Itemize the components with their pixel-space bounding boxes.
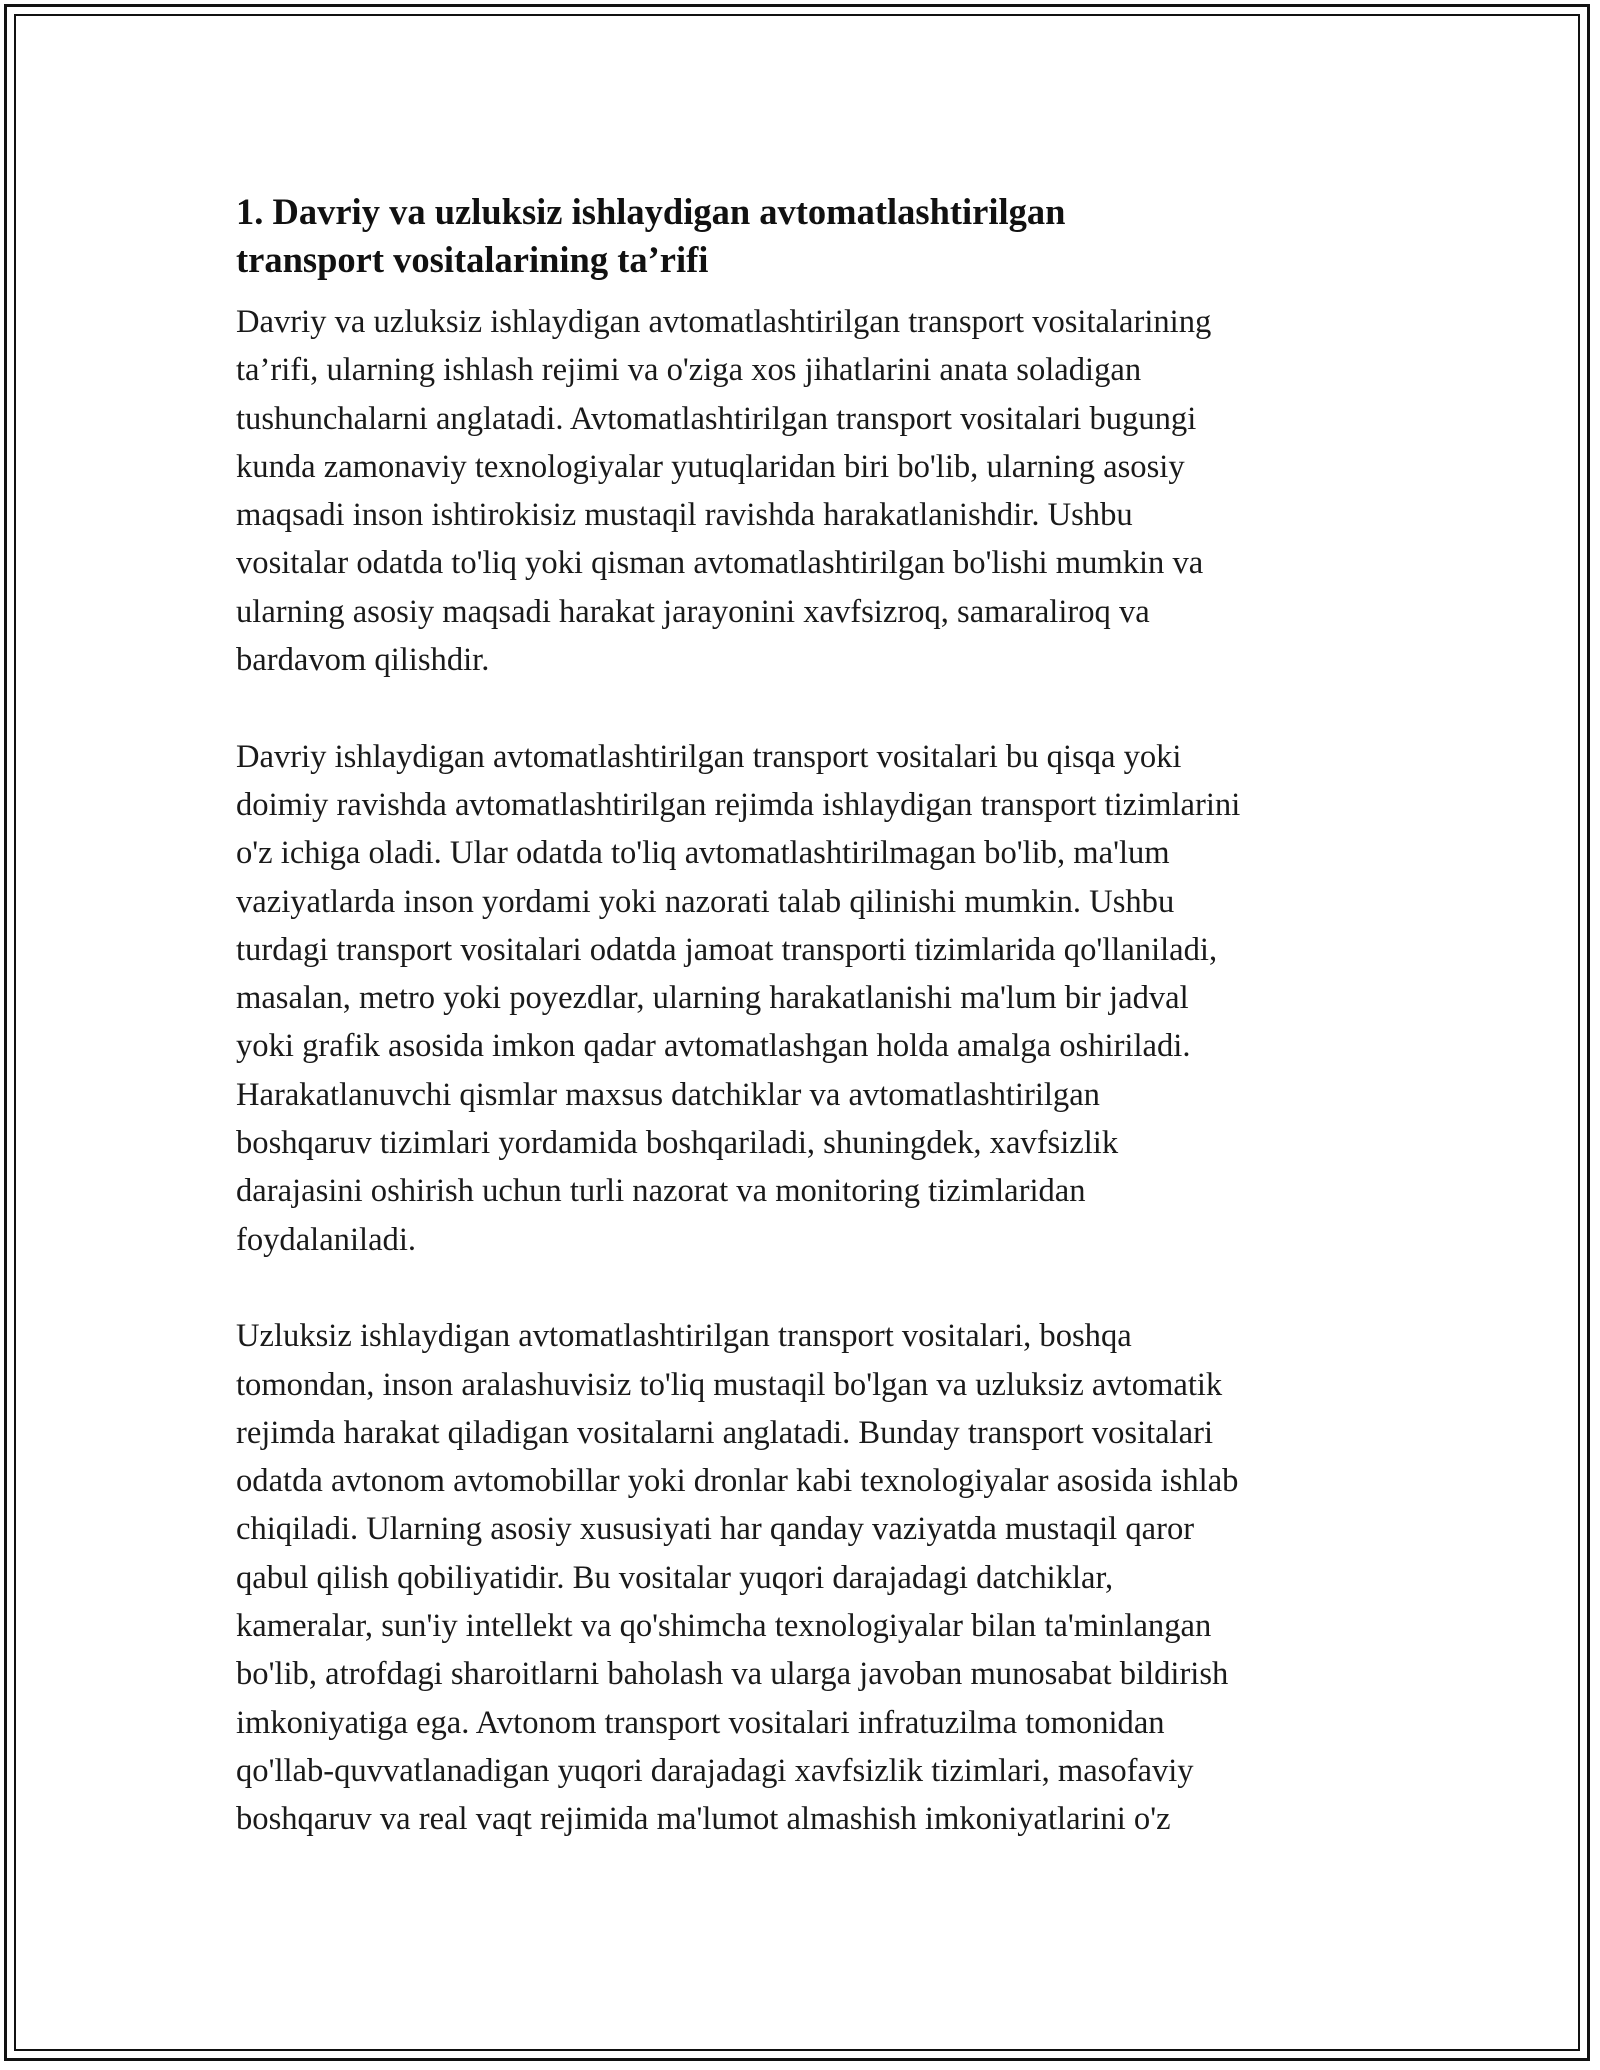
section-heading: 1. Davriy va uzluksiz ishlaydigan avtomatlashtirilgan transport vositalarining ta’rifi: [236, 191, 1066, 280]
paragraph-3: Uzluksiz ishlaydigan avtomatlashtirilgan transport vositalari, boshqa tomondan, inson aralashuvisiz to'liq mustaqil bo'lgan va uzluksiz avtomatik rejimda harakat qiladigan vositalarni anglatadi. Bunday transport vositalari odatda avtonom avtomobillar yoki dronlar kabi texnologiyalar asosida ishlab chiqiladi. Ularning asosiy xususiyati har qanday vaziyatda mustaqil qaror qabul qilish qobiliyatidir. Bu vositalar yuqori darajadagi datchiklar, kameralar, sun'iy intellekt va qo'shimcha texnologiyalar bilan ta'minlangan bo'lib, atrofdagi sharoitlarni baholash va ularga javoban munosabat bildirish imkoniyatiga ega. Avtonom transport vositalari infratuzilma tomonidan qo'llab-quvvatlanadigan yuqori darajadagi xavfsizlik tizimlari, masofaviy boshqaruv va real vaqt rejimida ma'lumot almashish imkoniyatlarini o'z: [236, 1318, 1239, 1838]
document-body: [236, 188, 1366, 1892]
paragraph-2: Davriy ishlaydigan avtomatlashtirilgan transport vositalari bu qisqa yoki doimiy ravishda avtomatlashtirilgan rejimda ishlaydigan transport tizimlarini o'z ichiga oladi. Ular odatda to'liq avtomatlashtirilmagan bo'lib, ma'lum vaziyatlarda inson yordami yoki nazorati talab qilinishi mumkin. Ushbu turdagi transport vositalari odatda jamoat transporti tizimlarida qo'llaniladi, masalan, metro yoki poyezdlar, ularning harakatlanishi ma'lum bir jadval yoki grafik asosida imkon qadar avtomatlashgan holda amalga oshiriladi. Harakatlanuvchi qismlar maxsus datchiklar va avtomatlashtirilgan boshqaruv tizimlari yordamida boshqariladi, shuningdek, xavfsizlik darajasini oshirish uchun turli nazorat va monitoring tizimlaridan foydalaniladi.: [236, 738, 1241, 1258]
paragraph-1: Davriy va uzluksiz ishlaydigan avtomatlashtirilgan transport vositalarining ta’rifi, ularning ishlash rejimi va o'ziga xos jihatlarini anata soladigan tushunchalarni anglatadi. Avtomatlashtirilgan transport vositalari bugungi kunda zamonaviy texnologiyalar yutuqlaridan biri bo'lib, ularning asosiy maqsadi inson ishtirokisiz mustaqil ravishda harakatlanishdir. Ushbu vositalar odatda to'liq yoki qisman avtomatlashtirilgan bo'lishi mumkin va ularning asosiy maqsadi harakat jarayonini xavfsizroq, samaraliroq va bardavom qilishdir.: [236, 304, 1212, 679]
